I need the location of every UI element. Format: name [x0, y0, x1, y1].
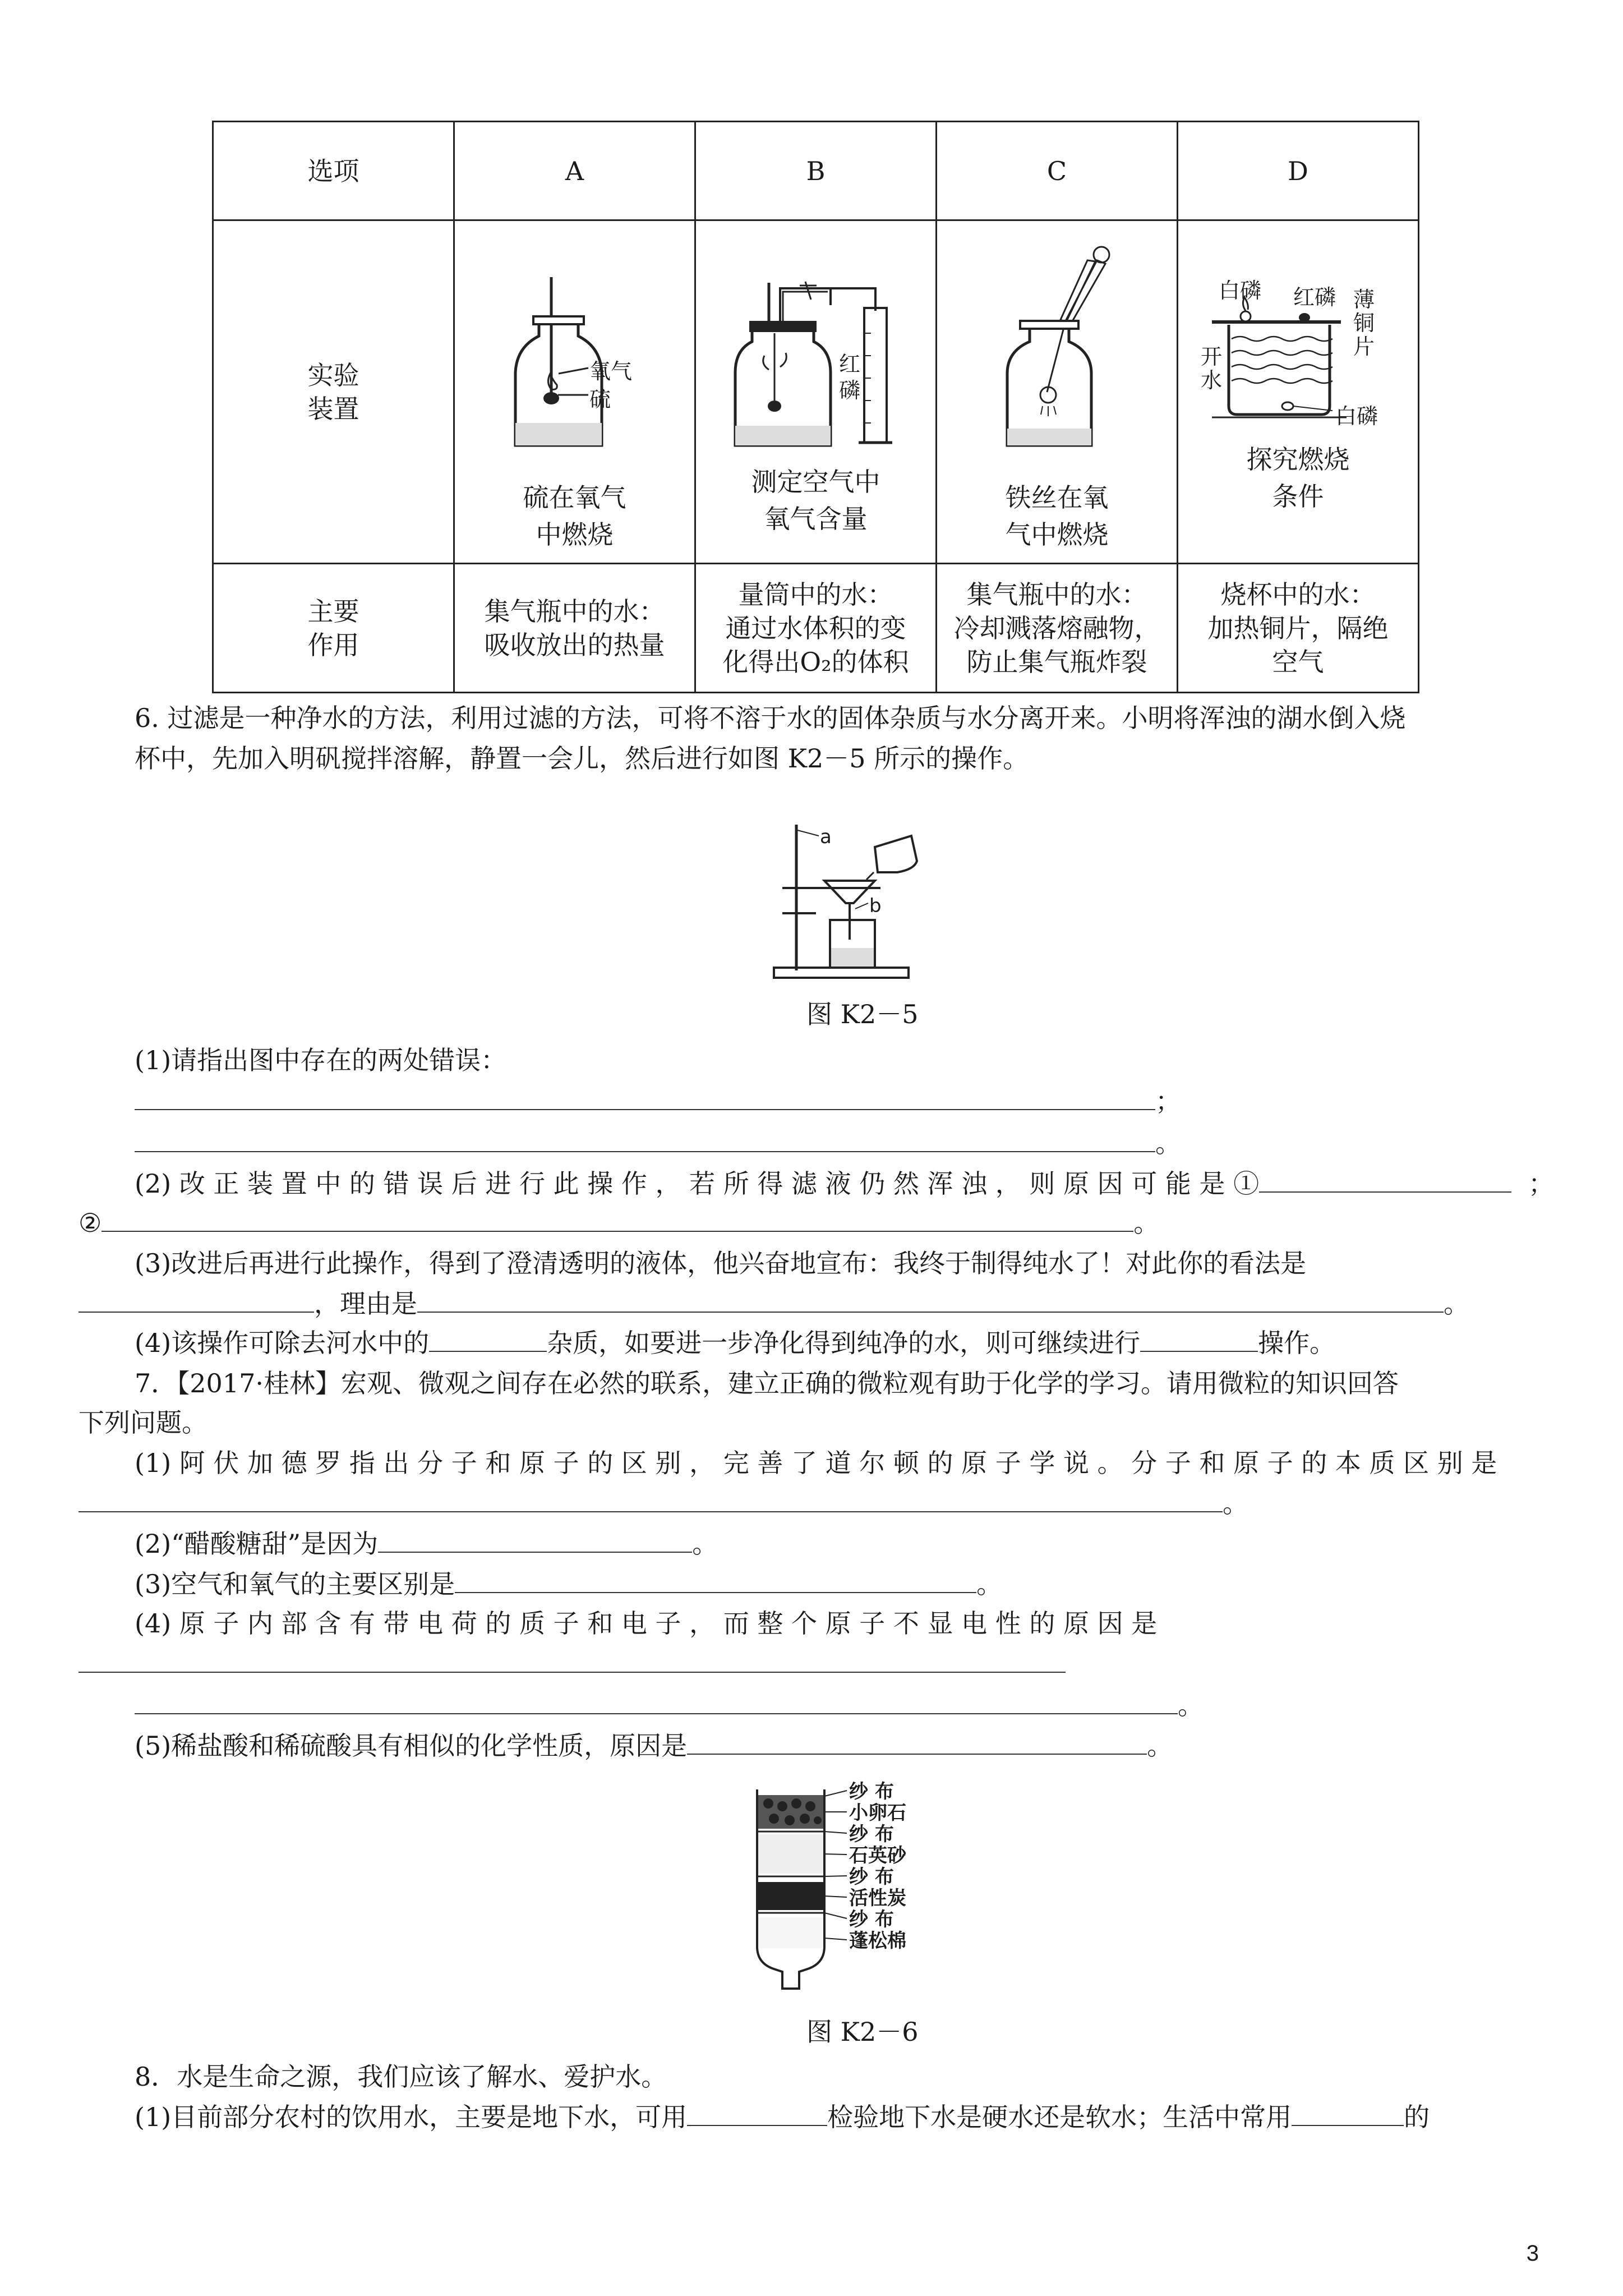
answer-blank[interactable]	[378, 1527, 692, 1553]
answer-blank[interactable]	[135, 1126, 1155, 1152]
cell-b-device	[695, 220, 937, 564]
cell-d-device	[1178, 220, 1419, 564]
label-a: a	[820, 826, 832, 848]
filter-label-gauze-1: 纱 布	[849, 1780, 894, 1803]
figure-k2-5-caption: 图 K2－5	[806, 999, 919, 1029]
q6-stem-line-2: 杯中，先加入明矾搅拌溶解，静置一会儿，然后进行如图 K2－5 所示的操作。	[135, 743, 1029, 774]
filter-label-pebbles: 小卵石	[849, 1802, 906, 1824]
q7-part-4: (4) 原 子 内 部 含 有 带 电 荷 的 质 子 和 电 子 ， 而 整 个 原 子 不 显 电 性 的 原 因 是	[135, 1608, 1158, 1639]
filter-label-gauze-4: 纱 布	[849, 1908, 894, 1931]
table-header-row	[213, 122, 1419, 220]
q6-part-2-line-1: (2) 改 正 装 置 中 的 错 误 后 进 行 此 操 作 ， 若 所 得 滤 液 仍 然 浑 浊 ， 则 原 因 可 能 是 ① ；	[135, 1167, 1554, 1200]
row-label-role: 主要 作用	[213, 564, 454, 693]
answer-blank[interactable]	[1259, 1167, 1511, 1193]
table-role-row	[213, 564, 1419, 693]
answer-blank[interactable]	[135, 1084, 1155, 1110]
q7-part-4-answer-2: 。	[135, 1688, 1204, 1722]
label-red: 红	[839, 352, 861, 376]
water-purifier-figure	[740, 1778, 852, 1991]
header-d: D	[1178, 122, 1419, 220]
answer-blank[interactable]	[79, 1287, 314, 1313]
label-sheet: 片	[1353, 334, 1375, 359]
header-option: 选项	[213, 122, 454, 220]
filter-label-gauze-3: 纱 布	[849, 1866, 894, 1888]
q6-part-2-line-2: ② 。	[79, 1206, 1159, 1240]
q7-part-2: (2)“醋酸糖甜”是因为 。	[135, 1527, 718, 1561]
answer-blank[interactable]	[687, 2100, 827, 2126]
header-a: A	[454, 122, 695, 220]
q7-part-1-answer: 。	[79, 1487, 1248, 1520]
q8-stem: 8．水是生命之源，我们应该了解水、爱护水。	[135, 2062, 667, 2092]
filter-labels	[849, 1781, 906, 1952]
q6-part-3-line-2: ，理由是 。	[79, 1287, 1469, 1320]
answer-blank[interactable]	[417, 1287, 1444, 1313]
caption-b: 测定空气中 氧气含量	[751, 467, 880, 534]
answer-blank[interactable]	[455, 1567, 976, 1593]
b-role-line-2: 通过水体积的变	[725, 613, 906, 643]
label-white-phosphorus-bottom: 白磷	[1335, 404, 1378, 429]
cell-a-role: 集气瓶中的水： 吸收放出的热量	[454, 564, 695, 693]
filter-label-cotton: 蓬松棉	[849, 1930, 906, 1952]
q6-answer-line-1: ；	[135, 1084, 1181, 1118]
filtration-figure	[763, 819, 931, 987]
header-b: B	[695, 122, 937, 220]
q6-part-3-line-1: (3)改进后再进行此操作，得到了澄清透明的液体，他兴奋地宣布：我终于制得纯水了！对此你的看法是	[135, 1248, 1307, 1278]
label-copper: 铜	[1353, 311, 1375, 335]
cell-a-device	[454, 220, 695, 564]
b-role-line-1: 量筒中的水：	[738, 579, 893, 610]
filter-label-activated-carbon: 活性炭	[849, 1887, 906, 1910]
figure-k2-6-caption: 图 K2－6	[806, 2017, 919, 2047]
q6-stem-line-1: 6. 过滤是一种净水的方法，利用过滤的方法，可将不溶于水的固体杂质与水分离开来。小明将浑浊的湖水倒入烧	[135, 703, 1406, 733]
q7-part-1: (1) 阿 伏 加 德 罗 指 出 分 子 和 原 子 的 区 别 ， 完 善 了 道 尔 顿 的 原 子 学 说 。 分 子 和 原 子 的 本 质 区 别 是	[135, 1448, 1497, 1478]
q7-part-4-answer-1	[79, 1647, 1066, 1681]
header-c: C	[937, 122, 1178, 220]
q7-part-5: (5)稀盐酸和稀硫酸具有相似的化学性质，原因是 。	[135, 1729, 1173, 1763]
label-water: 水	[1201, 368, 1223, 393]
filter-label-quartz-sand: 石英砂	[849, 1844, 906, 1867]
filter-label-gauze-2: 纱 布	[849, 1823, 894, 1846]
q7-stem-line-1: 7．【2017·桂林】宏观、微观之间存在必然的联系，建立正确的微粒观有助于化学的学习。请用微粒的知识回答	[135, 1368, 1399, 1398]
answer-blank[interactable]	[102, 1206, 1133, 1232]
label-white-phosphorus-top: 白磷	[1219, 278, 1262, 303]
caption-c: 铁丝在氧 气中燃烧	[1005, 482, 1109, 550]
cell-c-device	[937, 220, 1178, 564]
answer-blank[interactable]	[79, 1487, 1223, 1512]
q7-part-3: (3)空气和氧气的主要区别是 。	[135, 1567, 1002, 1601]
answer-blank[interactable]	[135, 1688, 1178, 1714]
caption-a: 硫在氧气 中燃烧	[523, 482, 626, 550]
caption-d: 探究燃烧 条件	[1246, 444, 1350, 512]
row-label-device: 实验 装置	[213, 220, 454, 564]
label-sulfur: 硫	[589, 387, 611, 412]
q6-part-4: (4)该操作可除去河水中的 杂质，如要进一步净化得到纯净的水，则可继续进行 操作。	[135, 1326, 1335, 1360]
q6-answer-line-2: 。	[135, 1126, 1181, 1160]
q7-stem-line-2: 下列问题。	[79, 1407, 208, 1438]
q6-part-1: (1)请指出图中存在的两处错误：	[135, 1045, 507, 1075]
cell-c-role: 集气瓶中的水： 冷却溅落熔融物， 防止集气瓶炸裂	[937, 564, 1178, 693]
cell-d-role: 烧杯中的水： 加热铜片，隔绝 空气	[1178, 564, 1419, 693]
label-boiling: 开	[1201, 344, 1223, 369]
label-oxygen: 氧气	[589, 359, 633, 384]
q8-part-1: (1)目前部分农村的饮用水，主要是地下水，可用 检验地下水是硬水还是软水；生活中常用 的	[135, 2100, 1430, 2134]
experiment-table	[212, 121, 1419, 693]
label-phosphorus: 磷	[839, 378, 861, 403]
cell-b-role	[695, 564, 937, 693]
table-device-row	[213, 220, 1419, 564]
answer-blank[interactable]	[687, 1729, 1147, 1755]
b-role-line-3: 化得出O₂的体积	[722, 646, 909, 677]
answer-blank[interactable]	[1140, 1326, 1258, 1352]
label-red-phosphorus: 红磷	[1293, 285, 1336, 310]
answer-blank[interactable]	[429, 1326, 547, 1352]
page-number: 3	[1526, 2241, 1539, 2266]
answer-blank[interactable]	[79, 1647, 1066, 1673]
label-thin: 薄	[1353, 287, 1375, 312]
answer-blank[interactable]	[1292, 2100, 1404, 2126]
label-b: b	[869, 895, 882, 917]
